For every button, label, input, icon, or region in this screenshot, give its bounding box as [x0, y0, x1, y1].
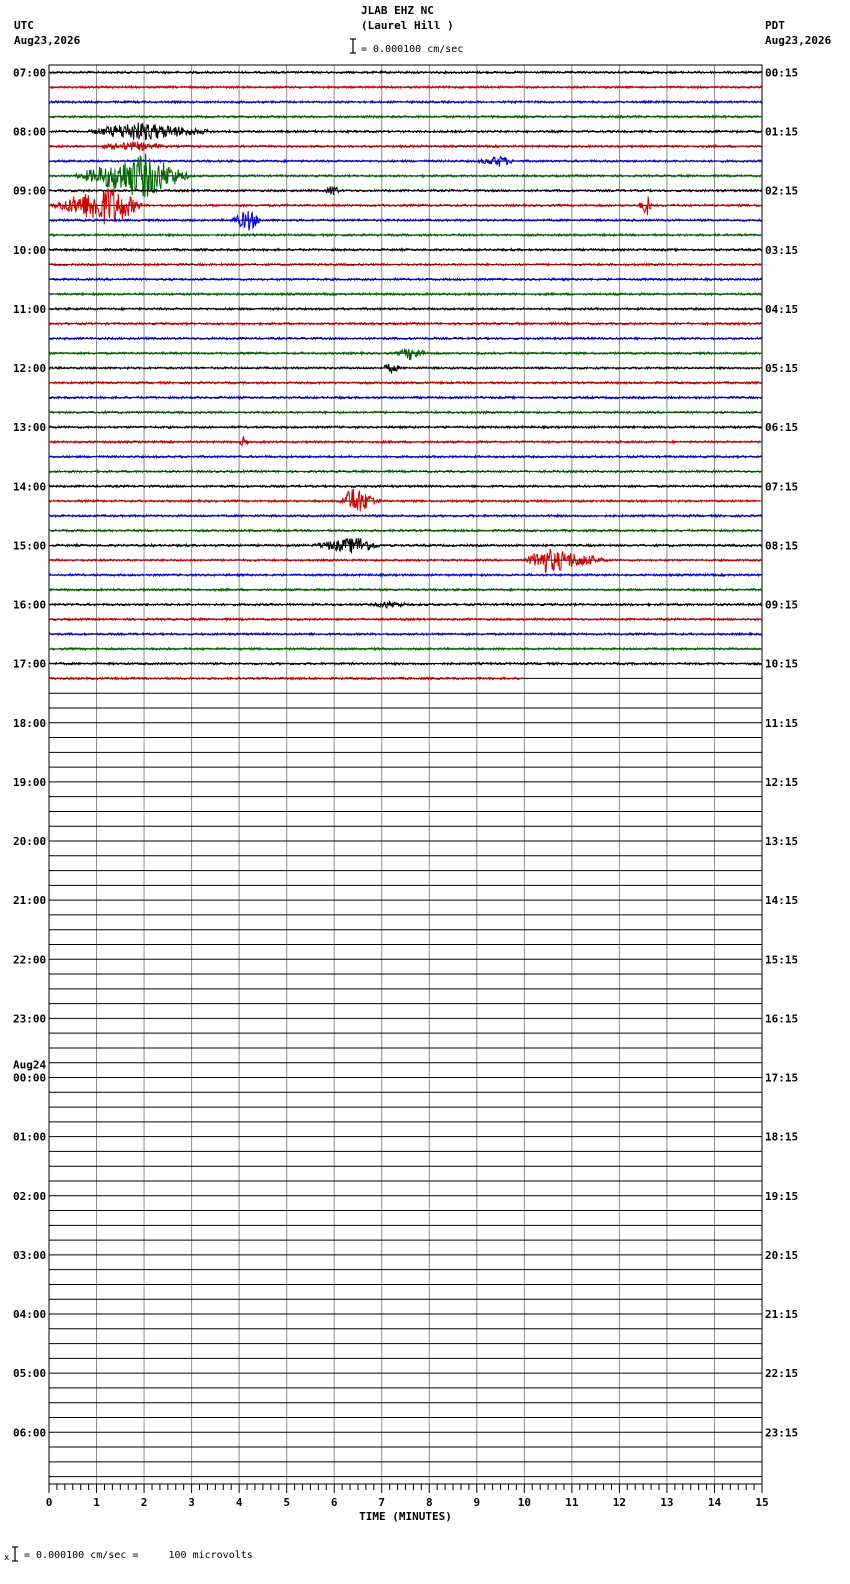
seismic-trace: [49, 278, 762, 280]
utc-hour-label: 06:00: [13, 1426, 47, 1440]
x-tick-label: 6: [330, 1496, 338, 1509]
pdt-hour-label: 15:15: [765, 953, 799, 967]
pdt-hour-label: 22:15: [765, 1367, 799, 1381]
seismic-trace: [49, 382, 762, 384]
utc-hour-label: 21:00: [13, 894, 47, 908]
seismic-trace: [49, 234, 762, 236]
x-tick-label: 15: [755, 1496, 769, 1509]
utc-hour-label: 02:00: [13, 1189, 47, 1203]
pdt-hour-label: 20:15: [765, 1248, 799, 1262]
utc-hour-label: 00:00: [13, 1071, 47, 1085]
pdt-hour-label: 02:15: [765, 184, 799, 198]
x-tick-label: 2: [140, 1496, 148, 1509]
seismic-trace: [49, 101, 762, 103]
pdt-hour-label: 00:15: [765, 66, 799, 80]
seismic-trace: [49, 426, 762, 428]
seismic-trace: [49, 538, 762, 553]
x-tick-label: 7: [378, 1496, 386, 1509]
x-tick-label: 13: [660, 1496, 674, 1509]
seismic-trace: [49, 249, 762, 251]
utc-hour-label: 01:00: [13, 1130, 47, 1144]
pdt-hour-label: 21:15: [765, 1308, 799, 1322]
utc-hour-label: 09:00: [13, 184, 47, 198]
utc-hour-label: 08:00: [13, 125, 47, 139]
utc-hour-label: 05:00: [13, 1367, 47, 1381]
pdt-hour-label: 14:15: [765, 894, 799, 908]
seismic-trace: [49, 437, 762, 446]
seismic-trace: [49, 489, 762, 511]
x-tick-label: 11: [565, 1496, 579, 1509]
utc-hour-label: 10:00: [13, 243, 47, 257]
pdt-hour-label: 17:15: [765, 1071, 799, 1085]
pdt-hour-label: 13:15: [765, 835, 799, 849]
x-tick-label: 4: [235, 1496, 243, 1509]
plot-frame: [49, 65, 762, 1484]
seismic-trace: [49, 337, 762, 339]
x-tick-label: 14: [707, 1496, 722, 1509]
seismic-trace: [49, 530, 762, 532]
pdt-hour-label: 16:15: [765, 1012, 799, 1026]
pdt-hour-label: 06:15: [765, 421, 799, 435]
x-axis-label: TIME (MINUTES): [359, 1510, 452, 1523]
pdt-hour-label: 07:15: [765, 480, 799, 494]
seismic-trace: [49, 470, 762, 472]
seismic-trace: [49, 364, 762, 374]
x-tick-label: 3: [188, 1496, 195, 1509]
seismic-trace: [49, 323, 762, 325]
utc-hour-label: 18:00: [13, 716, 47, 730]
utc-hour-label: 07:00: [13, 66, 47, 80]
pdt-hour-label: 03:15: [765, 243, 799, 257]
right-date: Aug23,2026: [765, 34, 832, 47]
utc-hour-label: 19:00: [13, 775, 47, 789]
pdt-hour-label: 12:15: [765, 775, 799, 789]
pdt-hour-label: 19:15: [765, 1189, 799, 1203]
seismic-trace: [49, 411, 762, 413]
station-title: JLAB EHZ NC: [361, 4, 434, 17]
right-timezone: PDT: [765, 19, 785, 32]
pdt-hour-label: 10:15: [765, 657, 799, 671]
seismic-trace: [49, 211, 762, 230]
pdt-hour-label: 18:15: [765, 1130, 799, 1144]
seismic-trace: [49, 574, 762, 576]
station-subtitle: (Laurel Hill ): [361, 19, 454, 32]
pdt-hour-label: 01:15: [765, 125, 799, 139]
seismic-trace: [49, 549, 762, 572]
utc-hour-label: 17:00: [13, 657, 47, 671]
seismic-trace: [49, 349, 762, 361]
svg-text:x: x: [4, 1553, 10, 1562]
seismic-trace: [49, 663, 762, 665]
utc-hour-label: 22:00: [13, 953, 47, 967]
scale-text: = 0.000100 cm/sec: [361, 44, 464, 55]
seismic-trace: [49, 156, 762, 166]
seismic-trace: [49, 397, 762, 399]
utc-hour-label: 12:00: [13, 362, 47, 376]
utc-hour-label: 16:00: [13, 598, 47, 612]
pdt-hour-label: 11:15: [765, 716, 799, 730]
x-tick-label: 5: [283, 1496, 290, 1509]
left-date: Aug23,2026: [14, 34, 81, 47]
x-tick-label: 1: [93, 1496, 100, 1509]
seismic-trace: [49, 141, 762, 150]
x-tick-label: 9: [473, 1496, 481, 1509]
x-tick-label: 8: [425, 1496, 433, 1509]
footer-scale-text: = 0.000100 cm/sec = 100 microvolts: [24, 1550, 253, 1561]
utc-hour-label: 15:00: [13, 539, 47, 553]
left-timezone: UTC: [14, 19, 34, 32]
x-tick-label: 12: [612, 1496, 627, 1509]
seismic-trace: [49, 601, 762, 608]
pdt-hour-label: 05:15: [765, 362, 799, 376]
utc-hour-label: 03:00: [13, 1248, 47, 1262]
footer-scale-icon: [4, 1546, 20, 1562]
x-tick-label: 10: [517, 1496, 531, 1509]
date-change-label: Aug24: [13, 1058, 47, 1072]
utc-hour-label: 14:00: [13, 480, 47, 494]
x-tick-label: 0: [45, 1496, 53, 1509]
utc-hour-label: 04:00: [13, 1308, 47, 1322]
utc-hour-label: 11:00: [13, 302, 47, 316]
pdt-hour-label: 23:15: [765, 1426, 799, 1440]
pdt-hour-label: 08:15: [765, 539, 799, 553]
pdt-hour-label: 09:15: [765, 598, 799, 612]
utc-hour-label: 13:00: [13, 421, 47, 435]
utc-hour-label: 23:00: [13, 1012, 47, 1026]
pdt-hour-label: 04:15: [765, 302, 799, 316]
utc-hour-label: 20:00: [13, 835, 47, 849]
